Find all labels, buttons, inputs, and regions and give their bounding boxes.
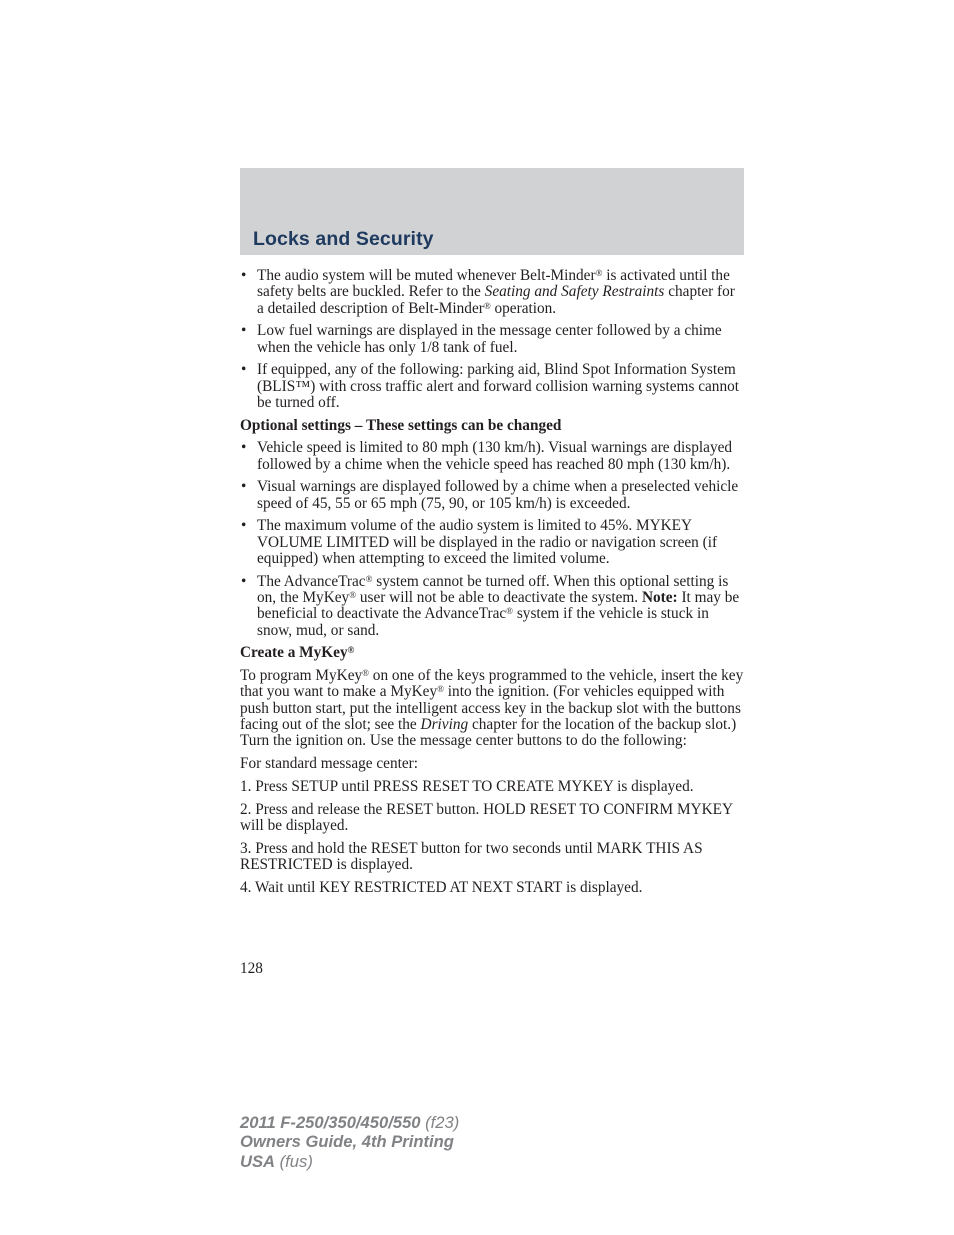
footer-market-line: USA (fus)	[240, 1151, 313, 1171]
list-item: • The AdvanceTrac® system cannot be turned off. When this optional setting is on, the MyKey® user will not be able to deactivate the system. Note: It may be beneficial to deactivate the AdvanceTrac® system if the vehicle is stuck in snow, mud, or sand.	[241, 572, 740, 639]
list-item: • Low fuel warnings are displayed in the message center followed by a chime when the vehicle has only 1/8 tank of fuel.	[241, 322, 722, 356]
footer-model-line: 2011 F-250/350/450/550 (f23)	[240, 1113, 460, 1132]
note-label: Note:	[641, 589, 678, 607]
page-number: 128	[240, 960, 263, 977]
step-item: 3. Press and hold the RESET button for two seconds until MARK THIS AS RESTRICTED is displayed.	[240, 840, 703, 874]
bullet-icon: •	[241, 267, 247, 284]
bullet-icon: •	[241, 322, 247, 340]
optional-settings-heading: Optional settings – These settings can be changed	[240, 416, 562, 434]
list-item: • Vehicle speed is limited to 80 mph (130 km/h). Visual warnings are displayed followed by a chime when the vehicle speed has reached 80 mph (130 km/h).	[241, 439, 733, 473]
bullet-icon: •	[241, 361, 247, 379]
footer-edition-line: Owners Guide, 4th Printing	[240, 1132, 454, 1152]
bullet-icon: •	[241, 572, 247, 590]
bullet-icon: •	[241, 478, 247, 496]
program-mykey-paragraph: To program MyKey® on one of the keys programmed to the vehicle, insert the key that you want to make a MyKey® into the ignition. (For vehicles equipped with push button start, put the intelligent access key in the backup slot with the buttons facing out of the slot; see the Driving chapter for the location of the backup slot.) Turn the ignition on. Use the message center buttons to do the following:	[240, 666, 744, 750]
section-title: Locks and Security	[253, 228, 434, 250]
list-item: • The audio system will be muted whenever Belt-Minder® is activated until the safety belts are buckled. Refer to the Seating and Safety Restraints chapter for a detailed description of Belt-Minder® operation.	[241, 267, 735, 317]
chapter-reference: Seating and Safety Restraints	[484, 283, 665, 301]
create-mykey-heading: Create a MyKey®	[240, 644, 355, 662]
list-item: • The maximum volume of the audio system is limited to 45%. MYKEY VOLUME LIMITED will be displayed in the radio or navigation screen (if equipped) when attempting to exceed the limited volume.	[241, 517, 718, 568]
step-item: 1. Press SETUP until PRESS RESET TO CREATE MYKEY is displayed.	[240, 778, 694, 796]
page-content	[240, 268, 744, 903]
step-item: 2. Press and release the RESET button. HOLD RESET TO CONFIRM MYKEY will be displayed.	[240, 800, 733, 835]
bullet-list-optional	[240, 440, 744, 639]
section-header-band	[240, 168, 744, 255]
standard-message-center-intro: For standard message center:	[240, 755, 418, 773]
bullet-list-top	[240, 268, 744, 412]
bullet-icon: •	[241, 517, 247, 535]
step-item: 4. Wait until KEY RESTRICTED AT NEXT START is displayed.	[240, 879, 643, 897]
document-footer	[240, 1113, 459, 1171]
chapter-reference: Driving	[420, 716, 469, 734]
list-item: • If equipped, any of the following: parking aid, Blind Spot Information System (BLIS™) with cross traffic alert and forward collision warning systems cannot be turned off.	[241, 361, 739, 412]
list-item: • Visual warnings are displayed followed by a chime when a preselected vehicle speed of 45, 55 or 65 mph (75, 90, or 105 km/h) is exceeded.	[241, 478, 739, 512]
bullet-icon: •	[241, 439, 247, 457]
